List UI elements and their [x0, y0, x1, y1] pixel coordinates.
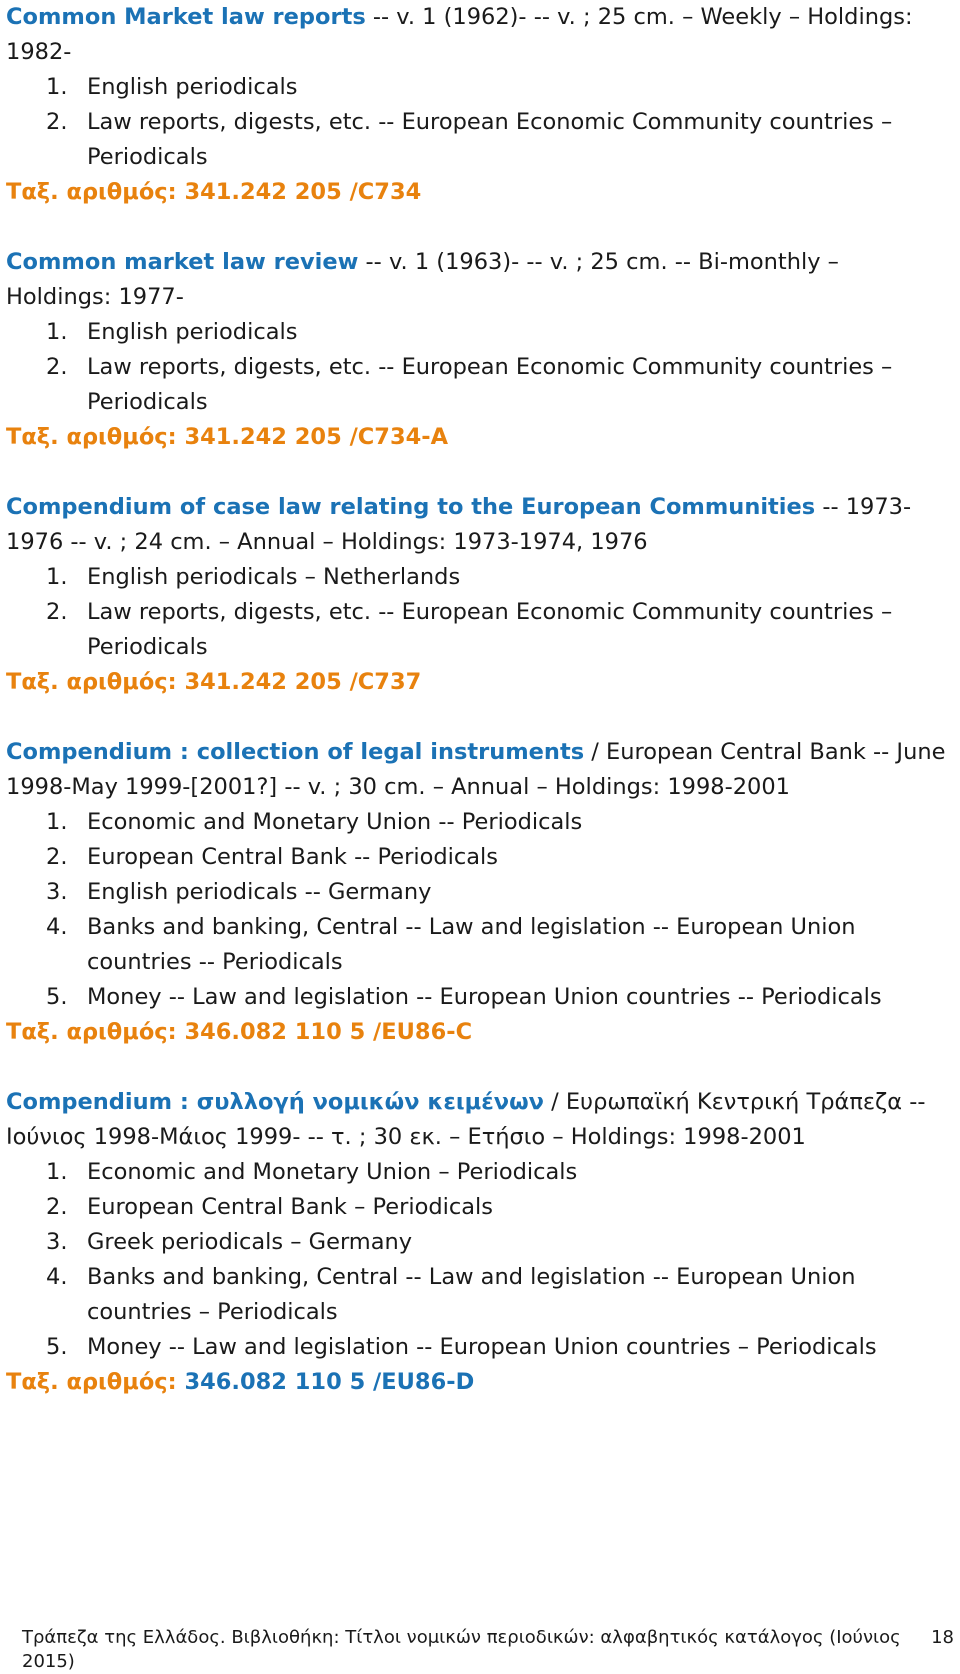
subject-item: [6, 70, 951, 105]
subject-text: Law reports, digests, etc. -- European Economic Community countries – Periodicals: [87, 354, 893, 415]
entry-title: Common market law review: [6, 249, 359, 275]
entry-description: / Ευρωπαϊκή Κεντρική Τράπεζα -- Ιούνιος 1998-Μάιος 1999- -- τ. ; 30 εκ. – Ετήσιο – Holdings: 1998-2001: [6, 1089, 926, 1150]
call-number-line: [6, 1015, 951, 1050]
call-number-label: Ταξ. αριθμός:: [6, 179, 177, 205]
entry-description: -- 1973-1976 -- v. ; 24 cm. – Annual – Holdings: 1973-1974, 1976: [6, 494, 912, 555]
subject-number: 3.: [46, 879, 68, 905]
entry-heading: [6, 1085, 951, 1155]
subject-text: English periodicals -- Germany: [87, 879, 432, 905]
entry-description: -- v. 1 (1962)- -- v. ; 25 cm. – Weekly – Holdings: 1982-: [6, 4, 913, 65]
subject-number: 1.: [46, 319, 68, 345]
call-number: 341.242 205 /C734: [176, 179, 422, 205]
subject-list: [6, 1155, 951, 1365]
subject-item: [6, 1330, 951, 1365]
subject-number: 1.: [46, 74, 68, 100]
call-number-line: [6, 175, 951, 210]
entry-title: Compendium : collection of legal instruments: [6, 739, 585, 765]
subject-number: 2.: [46, 1194, 68, 1220]
subject-item: [6, 595, 951, 665]
subject-item: [6, 805, 951, 840]
call-number: 346.082 110 5 /EU86-D: [176, 1369, 475, 1395]
entry-description: -- v. 1 (1963)- -- v. ; 25 cm. -- Bi-monthly – Holdings: 1977-: [6, 249, 839, 310]
subject-text: Banks and banking, Central -- Law and legislation -- European Union countries -- Periodicals: [87, 914, 856, 975]
subject-number: 1.: [46, 809, 68, 835]
subject-text: Greek periodicals – Germany: [87, 1229, 413, 1255]
subject-number: 5.: [46, 1334, 68, 1360]
subject-text: European Central Bank -- Periodicals: [87, 844, 498, 870]
subject-number: 4.: [46, 1264, 68, 1290]
entry-heading: [6, 490, 951, 560]
catalog-page: [6, 0, 951, 1435]
subject-number: 4.: [46, 914, 68, 940]
subject-number: 2.: [46, 844, 68, 870]
subject-list: [6, 70, 951, 175]
subject-item: [6, 875, 951, 910]
call-number-label: Ταξ. αριθμός:: [6, 1369, 177, 1395]
entry-heading: [6, 0, 951, 70]
call-number: 341.242 205 /C734-A: [176, 424, 449, 450]
subject-number: 1.: [46, 564, 68, 590]
call-number-line: [6, 665, 951, 700]
subject-number: 5.: [46, 984, 68, 1010]
footer-text: Τράπεζα της Ελλάδος. Βιβλιοθήκη: Τίτλοι νομικών περιοδικών: αλφαβητικός κατάλογος (Ιούνιος 2015): [22, 1627, 901, 1672]
subject-number: 1.: [46, 1159, 68, 1185]
page-number: 18: [931, 1627, 954, 1648]
subject-item: [6, 840, 951, 875]
entry-title: Common Market law reports: [6, 4, 366, 30]
entry-heading: [6, 735, 951, 805]
subject-item: [6, 910, 951, 980]
page-footer: [22, 1626, 954, 1674]
catalog-entry: [6, 245, 951, 455]
call-number-label: Ταξ. αριθμός:: [6, 1019, 177, 1045]
subject-item: [6, 350, 951, 420]
subject-text: Law reports, digests, etc. -- European Economic Community countries – Periodicals: [87, 109, 893, 170]
call-number-line: [6, 1365, 951, 1400]
subject-list: [6, 805, 951, 1015]
subject-item: [6, 560, 951, 595]
subject-text: Economic and Monetary Union – Periodicals: [87, 1159, 578, 1185]
subject-list: [6, 560, 951, 665]
entry-heading: [6, 245, 951, 315]
call-number-label: Ταξ. αριθμός:: [6, 424, 177, 450]
subject-item: [6, 1155, 951, 1190]
subject-text: Law reports, digests, etc. -- European Economic Community countries – Periodicals: [87, 599, 893, 660]
call-number: 341.242 205 /C737: [176, 669, 422, 695]
subject-text: Banks and banking, Central -- Law and legislation -- European Union countries – Periodicals: [87, 1264, 856, 1325]
subject-text: Money -- Law and legislation -- European Union countries – Periodicals: [87, 1334, 877, 1360]
subject-number: 2.: [46, 354, 68, 380]
subject-number: 3.: [46, 1229, 68, 1255]
catalog-entry: [6, 0, 951, 210]
call-number-label: Ταξ. αριθμός:: [6, 669, 177, 695]
catalog-entry: [6, 735, 951, 1050]
subject-item: [6, 980, 951, 1015]
subject-list: [6, 315, 951, 420]
subject-item: [6, 1260, 951, 1330]
entry-description: / European Central Bank -- June 1998-May 1999-[2001?] -- v. ; 30 cm. – Annual – Holdings: 1998-2001: [6, 739, 946, 800]
call-number: 346.082 110 5 /EU86-C: [176, 1019, 473, 1045]
call-number-line: [6, 420, 951, 455]
catalog-entry: [6, 1085, 951, 1400]
subject-text: European Central Bank – Periodicals: [87, 1194, 494, 1220]
subject-text: English periodicals: [87, 74, 298, 100]
subject-text: English periodicals: [87, 319, 298, 345]
subject-item: [6, 1225, 951, 1260]
subject-text: Money -- Law and legislation -- European Union countries -- Periodicals: [87, 984, 882, 1010]
subject-text: Economic and Monetary Union -- Periodicals: [87, 809, 583, 835]
subject-text: English periodicals – Netherlands: [87, 564, 461, 590]
entry-title: Compendium : συλλογή νομικών κειμένων: [6, 1089, 544, 1115]
subject-item: [6, 1190, 951, 1225]
entry-title: Compendium of case law relating to the European Communities: [6, 494, 816, 520]
subject-item: [6, 315, 951, 350]
subject-item: [6, 105, 951, 175]
catalog-entry: [6, 490, 951, 700]
subject-number: 2.: [46, 109, 68, 135]
subject-number: 2.: [46, 599, 68, 625]
